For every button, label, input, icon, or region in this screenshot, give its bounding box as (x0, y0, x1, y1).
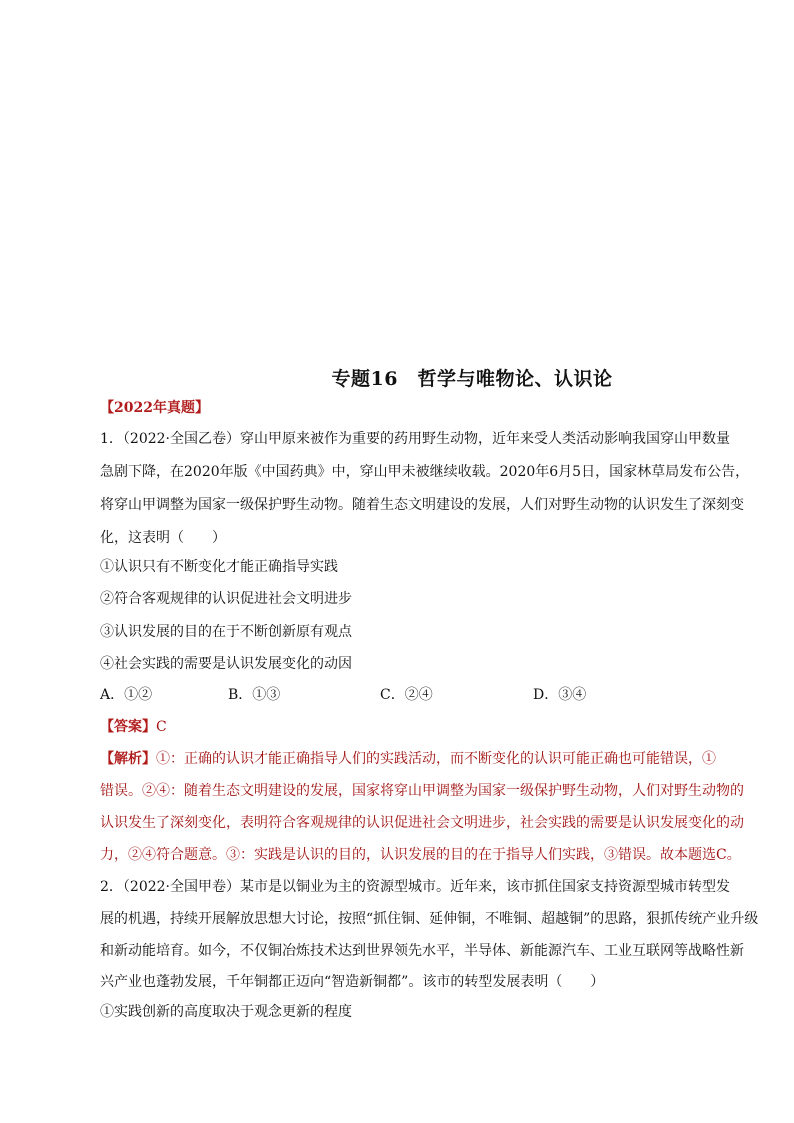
q1-option-b: B．①③ (228, 687, 281, 703)
q1-analysis-line-2: 错误。②④：随着生态文明建设的发展，国家将穿山甲调整为国家一级保护野生动物，人们对野生动物的 (100, 783, 744, 799)
q2-item-1: ①实践创新的高度取决于观念更新的程度 (100, 1004, 352, 1020)
q1-stem-line-3: 将穿山甲调整为国家一级保护野生动物。随着生态文明建设的发展，人们对野生动物的认识发生了深刻变 (100, 497, 744, 513)
q2-stem-line-3: 和新动能培育。如今，不仅铜冶炼技术达到世界领先水平，半导体、新能源汽车、工业互联网等战略性新 (100, 943, 744, 959)
section-tag: 【2022年真题】 (100, 400, 209, 416)
q1-analysis-line-4: 力，②④符合题意。③：实践是认识的目的，认识发展的目的在于指导人们实践，③错误。故本题选C。 (100, 847, 741, 863)
q2-stem-line-2: 展的机遇，持续开展解放思想大讨论，按照“抓住铜、延伸铜，不唯铜、超越铜”的思路，狠抓传统产业升级 (100, 911, 759, 927)
q1-options (100, 684, 720, 706)
analysis-text-1: ①：正确的认识才能正确指导人们的实践活动，而不断变化的认识可能正确也可能错误，① (156, 751, 716, 767)
q1-option-a: A．①② (100, 687, 153, 703)
q1-item-1: ①认识只有不断变化才能正确指导实践 (100, 559, 338, 575)
q1-item-2: ②符合客观规律的认识促进社会文明进步 (100, 591, 352, 607)
q1-stem-line-2: 急剧下降，在2020年版《中国药典》中，穿山甲未被继续收载。2020年6月5日，国家林草局发布公告， (100, 464, 750, 480)
analysis-tag: 【解析】 (100, 751, 156, 767)
q1-analysis-line-1 (100, 748, 720, 770)
q2-stem-line-4: 兴产业也蓬勃发展，千年铜都正迈向“智造新铜都”。该市的转型发展表明（ ） (100, 974, 605, 990)
q1-option-d: D．③④ (533, 687, 587, 703)
q1-item-3: ③认识发展的目的在于不断创新原有观点 (100, 624, 352, 640)
q1-answer (100, 716, 720, 738)
q1-analysis-line-3: 认识发生了深刻变化，表明符合客观规律的认识促进社会文明进步，社会实践的需要是认识发展变化的动 (100, 815, 744, 831)
q1-option-c: C．②④ (380, 687, 433, 703)
q1-item-4: ④社会实践的需要是认识发展变化的动因 (100, 656, 352, 672)
page-title: 专题16 哲学与唯物论、认识论 (331, 368, 613, 390)
answer-value: C (156, 719, 167, 735)
q2-stem-line-1: 2．（2022·全国甲卷）某市是以铜业为主的资源型城市。近年来，该市抓住国家支持资源型城市转型发 (100, 879, 730, 895)
q1-stem-line-1: 1．（2022·全国乙卷）穿山甲原来被作为重要的药用野生动物，近年来受人类活动影响我国穿山甲数量 (100, 431, 730, 447)
q1-stem-line-4: 化，这表明（ ） (100, 530, 226, 546)
answer-tag: 【答案】 (100, 719, 156, 735)
